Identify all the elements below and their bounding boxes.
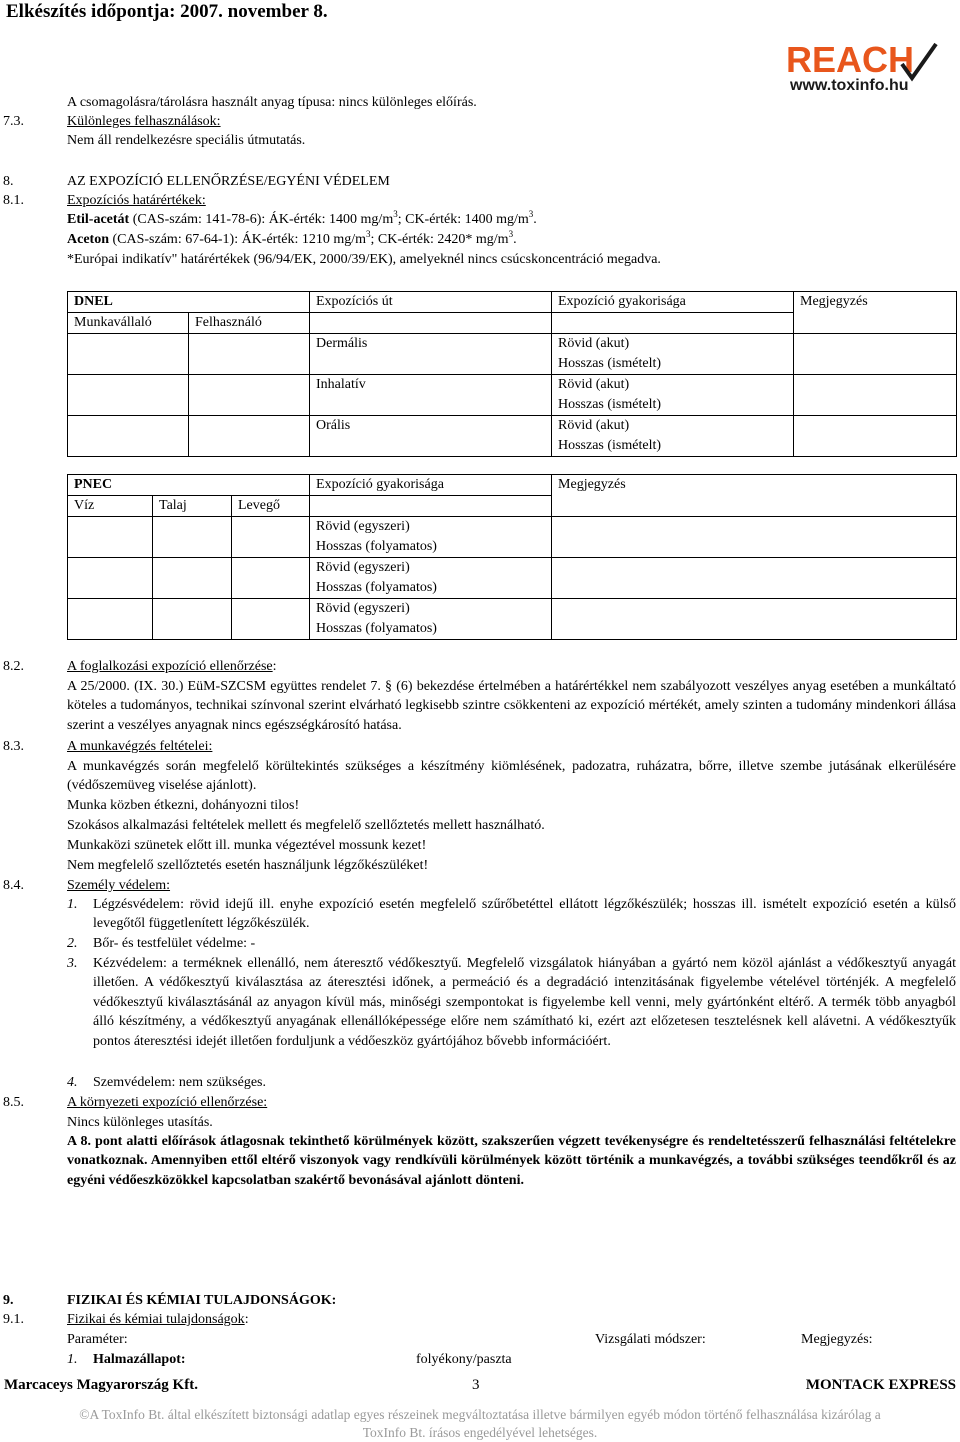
logo-url: www.toxinfo.hu <box>790 77 909 94</box>
pnec-remark-header: Megjegyzés <box>552 475 957 517</box>
respiratory-protection: Légzésvédelem: rövid idejű ill. enyhe expozíció esetén megfelelő szűrőbetéttel ellátott légzőkészülék; hosszas ill. ismételt expozíció esetén a külső levegőtől függetlenített légzőkészülék. <box>93 897 956 932</box>
section-8-3-line: Munka közben étkezni, dohányozni tilos! <box>67 798 300 813</box>
dnel-consumer-header: Felhasználó <box>189 313 310 334</box>
reach-logo <box>784 38 942 96</box>
dnel-frequency: Rövid (akut) Hosszas (ismételt) <box>552 334 794 375</box>
pnec-frequency: Rövid (egyszeri) Hosszas (folyamatos) <box>310 558 552 599</box>
copyright-notice: ©A ToxInfo Bt. által elkészített biztonsági adatlap egyes részeinek megváltoztatása illetve bármilyen egyéb módon történő felhasználása kizárólag a ToxInfo Bt. írásos engedélyével lehetséges. <box>79 1407 881 1440</box>
table-row <box>68 517 957 558</box>
section-8-3-number: 8.3. <box>3 739 24 754</box>
eye-protection: Szemvédelem: nem szükséges. <box>93 1075 267 1090</box>
pnec-frequency-header: Expozíció gyakorisága <box>310 475 552 496</box>
section-8-2-text: A 25/2000. (IX. 30.) EüM-SZCSM együttes rendelet 7. § (6) bekezdése értelmében a határértékkel nem szabályozott veszélyes anyag esetében a munkáltató köteles a tudományos, technikai színvonal szerint elvárható legkisebb szintre csökkenteni az expozíció mértékét, amely szinten a tudomány mindenkori állása szerint a veszélyes anyagnak nincs egészségkárosító hatása. <box>67 679 956 733</box>
remark-header: Megjegyzés: <box>801 1332 873 1347</box>
indicative-limits-note: *Európai indikatív" határértékek (96/94/EK, 2000/39/EK), amelyeknél nincs csúcskoncentráció megadva. <box>67 252 661 267</box>
section-9-number: 9. <box>3 1293 14 1308</box>
issue-date: Elkészítés időpontja: 2007. november 8. <box>6 1 328 22</box>
physical-state-label: Halmazállapot: <box>93 1352 186 1367</box>
section-8-5-heading: A környezeti expozíció ellenőrzése: <box>67 1095 268 1110</box>
section-8-3-paragraph: A munkavégzés során megfelelő körültekintés szükséges a készítmény kiömlésének, padozatra, ruházatra, bőrre, illetve szembe jutásának elkerülésére (védőszemüveg viselése ajánlott). <box>67 759 956 794</box>
method-header: Vizsgálati módszer: <box>595 1332 706 1347</box>
dnel-route: Inhalatív <box>310 375 552 416</box>
pnec-frequency: Rövid (egyszeri) Hosszas (folyamatos) <box>310 517 552 558</box>
logo-text: REACH <box>786 39 915 80</box>
footer-page-number: 3 <box>472 1377 480 1393</box>
hand-protection: Kézvédelem: a terméknek ellenálló, nem áteresztő védőkesztyű. Megfelelő vizsgálatok hiányában a gyártó nem közöl ajánlást a védőkesztyű anyagát illetően. A védőkesztyű kiválasztása az áteresztési időnek, a permeáció és a degradáció intenzitásának figyelembe vételével történjék. A megfelelő védőkesztyű kiválasztásánál az anyagon kívül más, minőségi szempontokat is figyelembe kell venni, mely gyártónként eltérő. A termék több anyagból álló készítmény, a védőkesztyű anyagának ellenállóképessége előre nem számítható ki, ezért azt előzetesen tesztelésnek kell alávetni. A védőkesztyűk pontos áteresztési idejét illetően forduljunk a védőeszköz gyártójához bővebb információért. <box>93 956 956 1049</box>
dnel-route: Dermális <box>310 334 552 375</box>
table-row <box>68 334 957 375</box>
section-8-title: AZ EXPOZÍCIÓ ELLENŐRZÉSE/EGYÉNI VÉDELEM <box>67 174 390 189</box>
section-8-3-line: Nem megfelelő szellőztetés esetén használjunk légzőkészüléket! <box>67 858 429 873</box>
list-item-number: 1. <box>67 1352 78 1367</box>
section-8-number: 8. <box>3 174 14 189</box>
section-9-1-number: 9.1. <box>3 1312 24 1327</box>
dnel-header: DNEL <box>68 292 310 313</box>
dnel-route: Orális <box>310 416 552 457</box>
dnel-table <box>67 291 957 457</box>
section-9-title: FIZIKAI ÉS KÉMIAI TULAJDONSÁGOK: <box>67 1293 337 1308</box>
physical-state-value: folyékony/paszta <box>416 1352 512 1367</box>
parameter-header: Paraméter: <box>67 1332 128 1347</box>
pnec-table <box>67 474 957 640</box>
dnel-route-header: Expozíciós út <box>310 292 552 313</box>
section-8-3-line: Szokásos alkalmazási feltételek mellett és megfelelő szellőztetés mellett használható. <box>67 818 545 833</box>
packaging-note: A csomagolásra/tárolásra használt anyag típusa: nincs különleges előírás. <box>67 95 477 110</box>
section-8-2-number: 8.2. <box>3 659 24 674</box>
section-9-1-heading: Fizikai és kémiai tulajdonságok: <box>67 1312 249 1327</box>
limit-etil-acetat: Etil-acetát (CAS-szám: 141-78-6): ÁK-érték: 1400 $mg/m^3$; CK-érték: 1400 $mg/m^3$. <box>67 209 537 227</box>
section-8-3-line: Munkaközi szünetek előtt ill. munka végeztével mossunk kezet! <box>67 838 427 853</box>
section-8-summary: A 8. pont alatti előírások átlagosnak tekinthető körülmények között, szakszerűen végzett tevékenységre és rendeltetésszerű felhasználási feltételekre vonatkoznak. Amennyiben ettől eltérő viszonyok vagy rendkívüli körülmények között történik a munkavégzés, a további szükséges teendőkről és az egyéni védőeszközökkel kapcsolatban szakértő bevonásával ajánlott dönteni. <box>67 1134 956 1188</box>
section-8-1-number: 8.1. <box>3 193 24 208</box>
footer-product: MONTACK EXPRESS <box>805 1377 956 1393</box>
pnec-header: PNEC <box>68 475 310 496</box>
dnel-frequency: Rövid (akut) Hosszas (ismételt) <box>552 375 794 416</box>
limit-aceton: Aceton (CAS-szám: 67-64-1): ÁK-érték: 1210 $mg/m^3$; CK-érték: 2420* $mg/m^3$. <box>67 229 517 247</box>
section-8-3-heading: A munkavégzés feltételei: <box>67 739 213 754</box>
section-7-3-heading: Különleges felhasználások: <box>67 114 221 129</box>
pnec-frequency: Rövid (egyszeri) Hosszas (folyamatos) <box>310 599 552 640</box>
list-item-number: 4. <box>67 1075 78 1090</box>
section-7-3-number: 7.3. <box>3 114 24 129</box>
footer-company: Marcaceys Magyarország Kft. <box>4 1377 198 1393</box>
pnec-soil-header: Talaj <box>153 496 232 517</box>
section-8-5-number: 8.5. <box>3 1095 24 1110</box>
list-item-number: 3. <box>67 956 78 971</box>
dnel-frequency: Rövid (akut) Hosszas (ismételt) <box>552 416 794 457</box>
skin-protection: Bőr- és testfelület védelme: - <box>93 936 256 951</box>
table-row <box>68 375 957 416</box>
dnel-worker-header: Munkavállaló <box>68 313 189 334</box>
section-8-5-text: Nincs különleges utasítás. <box>67 1115 213 1130</box>
section-8-2-heading: A foglalkozási expozíció ellenőrzése: <box>67 659 277 674</box>
table-row <box>68 599 957 640</box>
list-item-number: 1. <box>67 897 78 912</box>
section-8-4-heading: Személy védelem: <box>67 878 171 893</box>
dnel-frequency-header: Expozíció gyakorisága <box>552 292 794 313</box>
section-8-1-heading: Expozíciós határértékek: <box>67 193 206 208</box>
pnec-air-header: Levegő <box>232 496 310 517</box>
section-8-4-number: 8.4. <box>3 878 24 893</box>
dnel-remark-header: Megjegyzés <box>794 292 957 334</box>
table-row <box>68 416 957 457</box>
table-row <box>68 558 957 599</box>
pnec-water-header: Víz <box>68 496 153 517</box>
list-item-number: 2. <box>67 936 78 951</box>
section-7-3-text: Nem áll rendelkezésre speciális útmutatás. <box>67 133 306 148</box>
